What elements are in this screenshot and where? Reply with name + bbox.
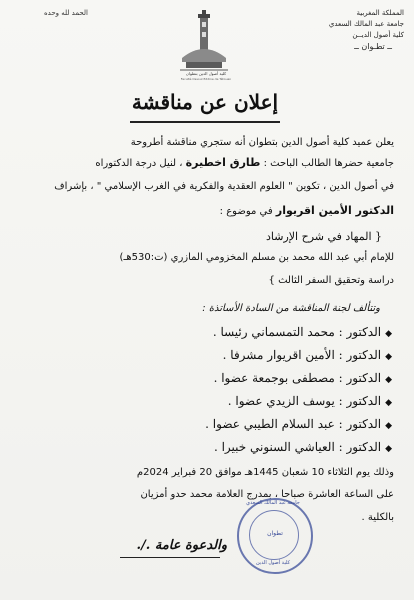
thesis-title-line-2: للإمام أبي عبد الله محمد بن مسلم المخزومي المازري (ت:530هـ) (119, 252, 394, 263)
topic-label: في موضوع : (219, 206, 273, 217)
institution-header (284, 8, 404, 52)
committee-member (62, 348, 392, 362)
bullet-icon: ◆ (385, 398, 392, 408)
logo-caption-latin: Faculté Ossoul Eddine de Tétouan (180, 77, 232, 81)
defense-date: وذلك يوم الثلاثاء 10 شعبان 1445هـ موافق 20 فبراير 2024م (136, 467, 394, 478)
degree-text: ، لنيل درجة الدكتوراه (95, 158, 183, 169)
committee-member (62, 394, 392, 408)
thesis-title-line-3: دراسة وتحقيق السفر الثالث } (268, 275, 394, 286)
bullet-icon: ◆ (385, 375, 392, 385)
header-line-kingdom: المملكة المغربية (356, 9, 404, 17)
defense-place-end: بالكلية . (361, 512, 394, 523)
committee-heading: وتتألف لجنة المناقشة من السادة الأساتذة : (202, 303, 380, 314)
header-line-faculty: كلية أصول الديــن (352, 31, 404, 39)
bullet-icon: ◆ (385, 444, 392, 454)
member-name: الدكتور : محمد التمسماني رئيسا . (212, 325, 382, 339)
logo-caption: كلية أصول الدين بتطوان (185, 71, 227, 76)
paragraph-student (18, 157, 394, 170)
headline-underline (130, 121, 280, 123)
official-stamp (237, 498, 313, 574)
committee-member (62, 417, 392, 431)
member-name: الدكتور : يوسف الزيدي عضوا . (227, 394, 382, 408)
supervisor-name: الدكتور الأمين اقريوار (275, 204, 394, 217)
committee-member (62, 371, 392, 385)
member-name: الدكتور : عبد السلام الطيبي عضوا . (205, 417, 382, 431)
stamp-center-text: تطوان (267, 530, 283, 537)
member-name: الدكتور : مصطفى بوجمعة عضوا . (213, 371, 382, 385)
stamp-top-text: جامعة عبد المالك السعدي (246, 500, 300, 506)
bullet-icon: ◆ (385, 352, 392, 362)
member-name: الدكتور : الأمين اقريوار مشرفا . (222, 348, 382, 362)
paragraph-intro: يعلن عميد كلية أصول الدين بتطوان أنه ستجري مناقشة أطروحة (130, 137, 394, 148)
header-line-university: جامعة عبد المالك السعدي (328, 20, 404, 28)
committee-member (62, 325, 392, 339)
faculty-logo-icon (176, 10, 232, 76)
bullet-icon: ◆ (385, 329, 392, 339)
announcement-headline: إعلان عن مناقشة (131, 90, 279, 114)
stamp-bottom-text: كلية أصول الدين (256, 560, 290, 566)
student-name: طارق اخطيرة (185, 156, 261, 169)
paragraph-supervisor (18, 205, 394, 218)
paragraph-program: في أصول الدين ، تكوين " العلوم العقدية والفكرية في الغرب الإسلامي " ، بإشراف (54, 181, 394, 192)
header-line-city: ــ تطـوان ــ (354, 42, 392, 51)
defense-place: على الساعة العاشرة صباحا ، بمدرج العلامة محمد حدو أمزيان (140, 489, 394, 500)
bullet-icon: ◆ (385, 421, 392, 431)
closing-invitation: والدعوة عامة ./. (136, 538, 227, 553)
member-name: الدكتور : العياشي السنوني خبيرا . (213, 440, 382, 454)
motto: الحمد لله وحده (43, 9, 89, 17)
committee-member (62, 440, 392, 454)
closing-underline (120, 557, 220, 558)
student-label: جامعية حضرها الطالب الباحث : (263, 158, 394, 169)
thesis-title-line-1: { المهاد في شرح الإرشاد (266, 230, 382, 243)
